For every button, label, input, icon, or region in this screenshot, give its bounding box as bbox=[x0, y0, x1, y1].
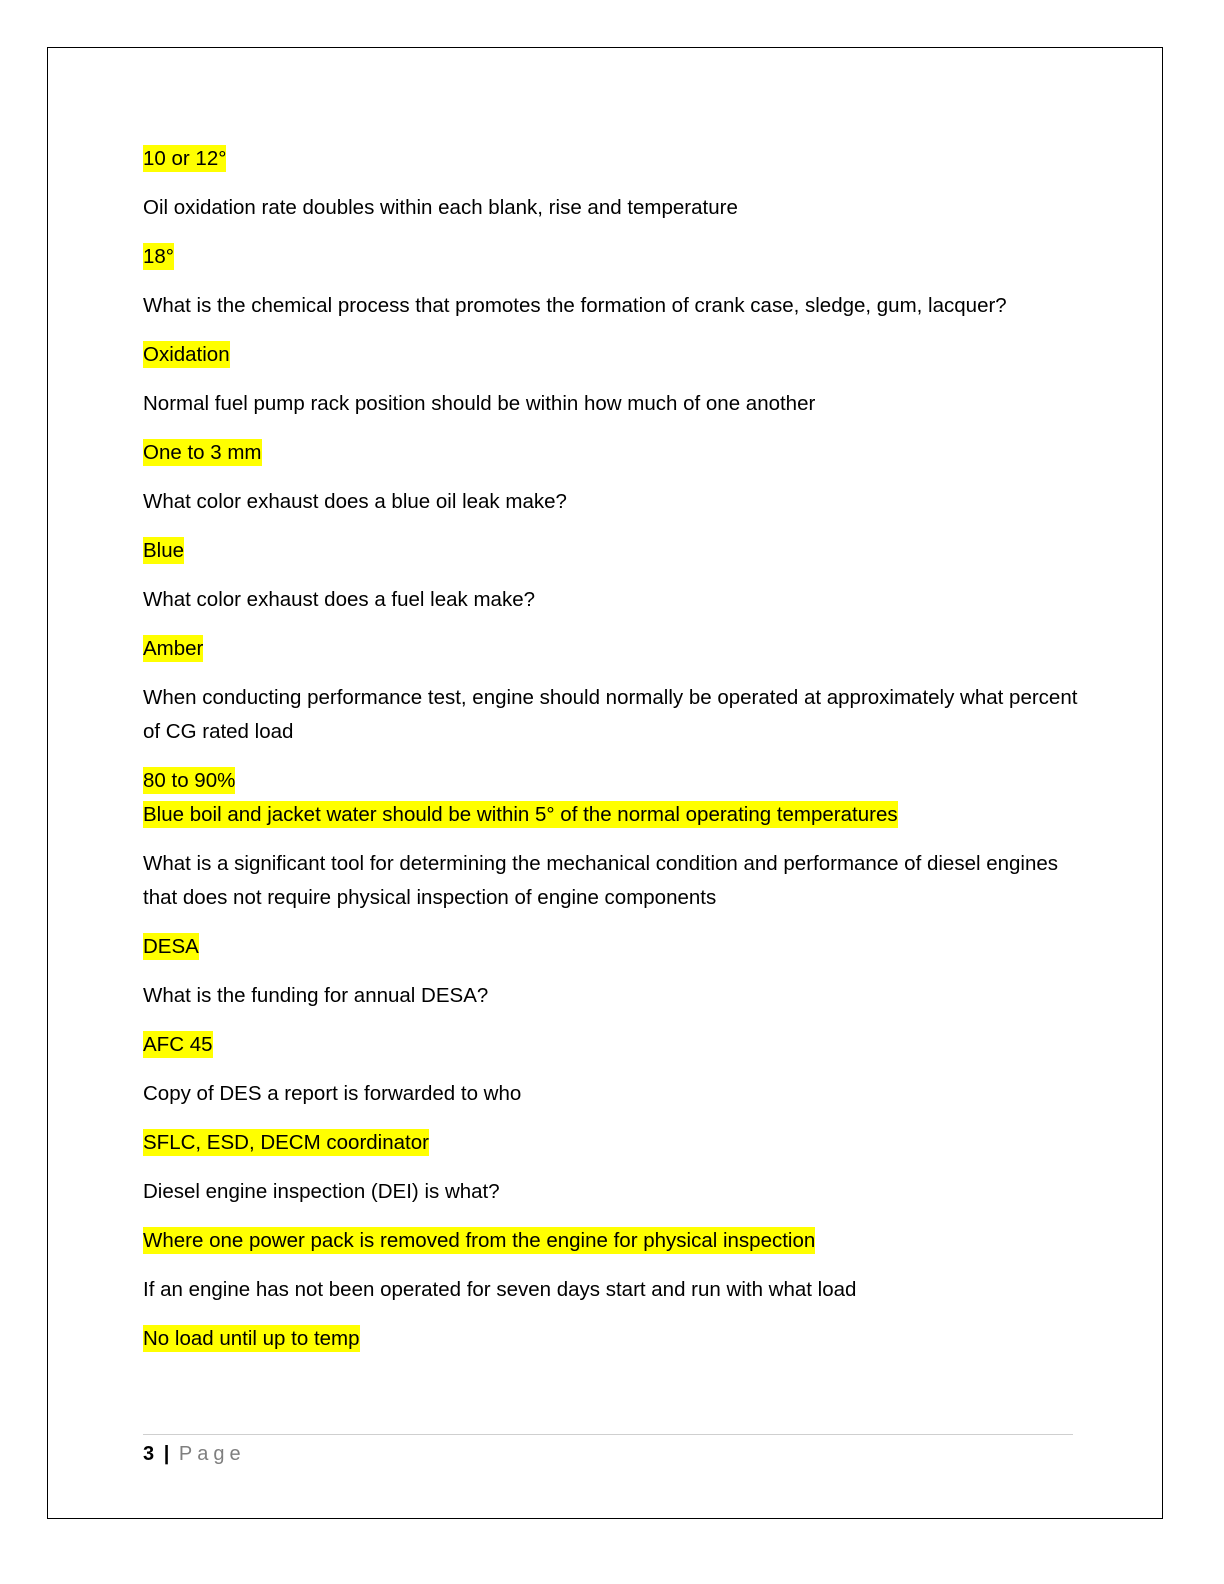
question-line bbox=[143, 191, 1083, 225]
page-number: 3 bbox=[143, 1443, 155, 1465]
answer-line bbox=[143, 798, 1083, 832]
answer-line bbox=[143, 764, 1083, 798]
question-text: What is the chemical process that promotes the formation of crank case, sledge, gum, lacquer? bbox=[143, 294, 1007, 317]
question-text: When conducting performance test, engine should normally be operated at approximately what percent of CG rated load bbox=[143, 686, 1078, 743]
page-label: Page bbox=[178, 1443, 246, 1465]
answer-line bbox=[143, 338, 1083, 372]
answer-line bbox=[143, 240, 1083, 274]
question-line bbox=[143, 583, 1083, 617]
answer-line bbox=[143, 930, 1083, 964]
question-line bbox=[143, 847, 1083, 915]
answer-text: Blue boil and jacket water should be within 5° of the normal operating temperatures bbox=[143, 803, 898, 826]
question-text: Oil oxidation rate doubles within each blank, rise and temperature bbox=[143, 196, 738, 219]
answer-line bbox=[143, 436, 1083, 470]
answer-text: 18° bbox=[143, 245, 175, 268]
document-body bbox=[143, 142, 1083, 1371]
question-text: Copy of DES a report is forwarded to who bbox=[143, 1082, 522, 1105]
question-text: What is a significant tool for determining the mechanical condition and performance of diesel engines that does not require physical inspection of engine components bbox=[143, 852, 1059, 909]
answer-line bbox=[143, 142, 1083, 176]
answer-text: AFC 45 bbox=[143, 1033, 213, 1056]
answer-text: Blue bbox=[143, 539, 185, 562]
answer-line bbox=[143, 1126, 1083, 1160]
answer-text: 80 to 90% bbox=[143, 769, 236, 792]
answer-text: Oxidation bbox=[143, 343, 230, 366]
question-line bbox=[143, 681, 1083, 749]
question-text: Normal fuel pump rack position should be within how much of one another bbox=[143, 392, 816, 415]
question-line bbox=[143, 387, 1083, 421]
question-line bbox=[143, 289, 1083, 323]
question-line bbox=[143, 1273, 1083, 1307]
answer-line bbox=[143, 1322, 1083, 1356]
answer-line bbox=[143, 632, 1083, 666]
page-footer bbox=[143, 1440, 246, 1468]
footer-separator: | bbox=[163, 1443, 170, 1465]
question-text: What is the funding for annual DESA? bbox=[143, 984, 489, 1007]
question-text: Diesel engine inspection (DEI) is what? bbox=[143, 1180, 500, 1203]
question-line bbox=[143, 1077, 1083, 1111]
answer-line bbox=[143, 1224, 1083, 1258]
answer-line bbox=[143, 534, 1083, 568]
question-text: If an engine has not been operated for seven days start and run with what load bbox=[143, 1278, 857, 1301]
answer-text: Where one power pack is removed from the engine for physical inspection bbox=[143, 1229, 816, 1252]
answer-text: Amber bbox=[143, 637, 204, 660]
answer-line bbox=[143, 1028, 1083, 1062]
answer-text: One to 3 mm bbox=[143, 441, 262, 464]
footer-rule bbox=[143, 1434, 1073, 1435]
question-text: What color exhaust does a fuel leak make? bbox=[143, 588, 535, 611]
answer-text: 10 or 12° bbox=[143, 147, 227, 170]
question-line bbox=[143, 979, 1083, 1013]
question-line bbox=[143, 485, 1083, 519]
answer-text: DESA bbox=[143, 935, 199, 958]
answer-text: No load until up to temp bbox=[143, 1327, 360, 1350]
answer-text: SFLC, ESD, DECM coordinator bbox=[143, 1131, 429, 1154]
question-text: What color exhaust does a blue oil leak make? bbox=[143, 490, 567, 513]
question-line bbox=[143, 1175, 1083, 1209]
